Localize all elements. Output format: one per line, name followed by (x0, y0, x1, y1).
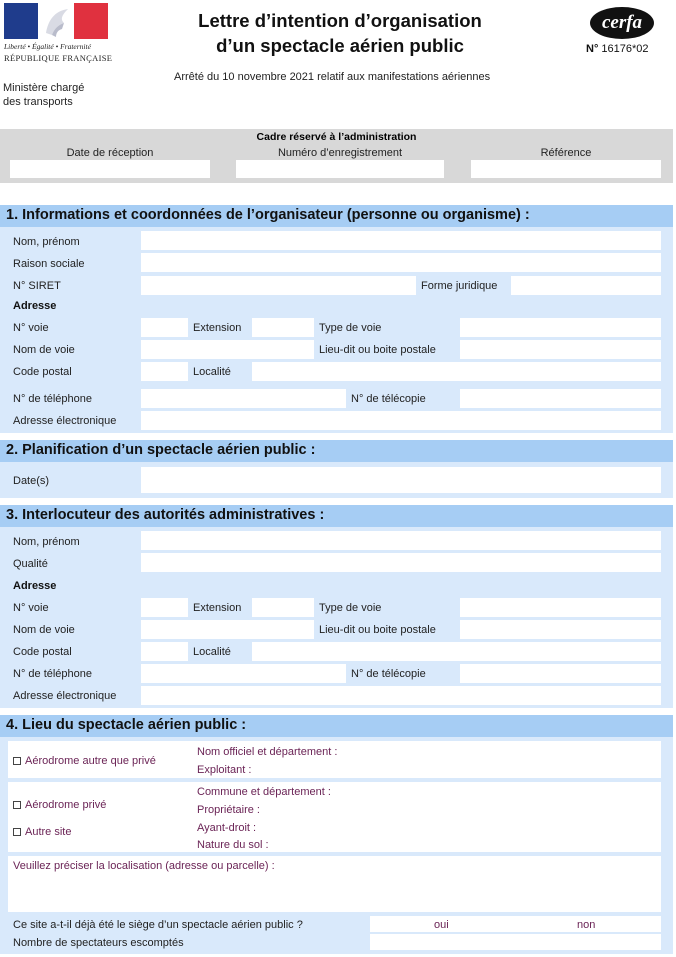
s1-email-field[interactable] (141, 411, 661, 430)
s3-voie-label: N° voie (13, 602, 49, 614)
cerfa-number (586, 43, 649, 55)
admin-reference-label: Référence (540, 147, 592, 159)
s3-extension-field[interactable] (252, 598, 314, 617)
s1-code-postal-field[interactable] (141, 362, 188, 381)
s3-code-postal-field[interactable] (141, 642, 188, 661)
s4-private-site-block (8, 782, 661, 852)
admin-frame-title: Cadre réservé à l’administration (256, 131, 417, 143)
s3-nom-voie-field[interactable] (141, 620, 314, 639)
s1-telecopie-field[interactable] (460, 389, 661, 408)
s4-deja-siege-label: Ce site a-t-il déjà été le siège d’un spectacle aérien public ? (13, 919, 303, 931)
s4-aerodrome-autre-label: Aérodrome autre que privé (25, 755, 156, 767)
section3-heading: 3. Interlocuteur des autorités administratives : (0, 505, 673, 527)
s3-email-field[interactable] (141, 686, 661, 705)
s1-localite-label: Localité (193, 366, 231, 378)
s1-forme-juridique-field[interactable] (511, 276, 661, 295)
s1-email-label: Adresse électronique (13, 415, 117, 427)
s1-type-voie-label: Type de voie (319, 322, 382, 334)
s4-autre-site-label: Autre site (25, 826, 72, 838)
s3-voie-field[interactable] (141, 598, 188, 617)
s1-siret-label: N° SIRET (13, 280, 61, 292)
s1-telecopie-label: N° de télécopie (351, 393, 426, 405)
flag-blue-band (4, 3, 38, 39)
republique-francaise: RÉPUBLIQUE FRANÇAISE (4, 53, 113, 63)
flag-red-band (74, 3, 108, 39)
s3-adresse-heading: Adresse (13, 580, 57, 592)
s3-telecopie-label: N° de télécopie (351, 668, 426, 680)
s3-extension-label: Extension (193, 602, 242, 614)
admin-reference-field[interactable] (471, 160, 661, 178)
s2-dates-label: Date(s) (13, 475, 50, 487)
s4-spectateurs-field[interactable] (370, 934, 661, 950)
s1-adresse-heading: Adresse (13, 300, 57, 312)
admin-registration-number-label: Numéro d’enregistrement (277, 147, 403, 159)
s3-localite-field[interactable] (252, 642, 661, 661)
admin-registration-number-field[interactable] (236, 160, 444, 178)
s1-telephone-label: N° de téléphone (13, 393, 93, 405)
s1-lieu-dit-label: Lieu-dit ou boite postale (319, 344, 436, 356)
s4-aerodrome-autre-option[interactable] (13, 754, 156, 768)
page-title-line2: d’un spectacle aérien public (216, 35, 464, 56)
s3-telephone-field[interactable] (141, 664, 346, 683)
cerfa-logo: cerfa (590, 7, 654, 39)
s4-exploitant-label: Exploitant : (197, 764, 252, 776)
s4-nature-sol-label: Nature du sol : (197, 839, 269, 851)
s1-lieu-dit-field[interactable] (460, 340, 661, 359)
admin-reception-date-field[interactable] (10, 160, 210, 178)
s1-telephone-field[interactable] (141, 389, 346, 408)
s3-localite-label: Localité (193, 646, 231, 658)
s3-email-label: Adresse électronique (13, 690, 117, 702)
s3-telecopie-field[interactable] (460, 664, 661, 683)
s4-oui-option[interactable]: oui (434, 919, 449, 931)
cerfa-number-prefix: N° (586, 43, 599, 55)
s3-nom-prenom-label: Nom, prénom (13, 536, 80, 548)
s4-aerodrome-prive-checkbox[interactable] (13, 801, 21, 809)
s3-qualite-field[interactable] (141, 553, 661, 572)
section1-heading: 1. Informations et coordonnées de l’organisateur (personne ou organisme) : (0, 205, 673, 227)
decree-reference: Arrêté du 10 novembre 2021 relatif aux manifestations aériennes (174, 71, 491, 83)
s4-ayant-droit-label: Ayant-droit : (197, 822, 257, 834)
s1-forme-juridique-label: Forme juridique (421, 280, 498, 292)
s4-aerodrome-autre-checkbox[interactable] (13, 757, 21, 765)
s4-deja-siege-field (370, 916, 661, 932)
s4-aerodrome-prive-option[interactable] (13, 798, 106, 812)
s4-autre-site-checkbox[interactable] (13, 828, 21, 836)
s4-proprietaire-label: Propriétaire : (197, 804, 260, 816)
s1-type-voie-field[interactable] (460, 318, 661, 337)
s3-type-voie-field[interactable] (460, 598, 661, 617)
s4-localisation-label: Veuillez préciser la localisation (adresse ou parcelle) : (13, 860, 275, 872)
s3-nom-prenom-field[interactable] (141, 531, 661, 550)
s3-lieu-dit-field[interactable] (460, 620, 661, 639)
ministry-name-line2: des transports (3, 96, 73, 108)
s3-qualite-label: Qualité (13, 558, 48, 570)
s1-extension-label: Extension (193, 322, 242, 334)
s1-localite-field[interactable] (252, 362, 661, 381)
s1-nom-voie-label: Nom de voie (13, 344, 75, 356)
s3-telephone-label: N° de téléphone (13, 668, 93, 680)
cerfa-number-value: 16176*02 (601, 43, 649, 55)
s1-voie-field[interactable] (141, 318, 188, 337)
s4-commune-label: Commune et département : (197, 786, 331, 798)
s1-voie-label: N° voie (13, 322, 49, 334)
ministry-name-line1: Ministère chargé (3, 82, 85, 94)
s3-code-postal-label: Code postal (13, 646, 72, 658)
s4-non-option[interactable]: non (577, 919, 596, 931)
s4-nom-officiel-label: Nom officiel et département : (197, 746, 338, 758)
republic-motto: Liberté • Égalité • Fraternité (4, 42, 91, 51)
s3-nom-voie-label: Nom de voie (13, 624, 75, 636)
s1-nom-prenom-field[interactable] (141, 231, 661, 250)
marianne-logo (4, 3, 108, 39)
section2-heading: 2. Planification d’un spectacle aérien public : (0, 440, 673, 462)
s3-type-voie-label: Type de voie (319, 602, 382, 614)
s1-nom-prenom-label: Nom, prénom (13, 236, 80, 248)
s3-lieu-dit-label: Lieu-dit ou boite postale (319, 624, 436, 636)
s1-nom-voie-field[interactable] (141, 340, 314, 359)
s4-spectateurs-label: Nombre de spectateurs escomptés (13, 937, 184, 949)
s4-autre-site-option[interactable] (13, 825, 71, 839)
section4-heading: 4. Lieu du spectacle aérien public : (0, 715, 673, 737)
page-title-line1: Lettre d’intention d’organisation (198, 10, 482, 31)
flag-white-band (38, 3, 74, 39)
s2-dates-field[interactable] (141, 467, 661, 493)
admin-reception-date-label: Date de réception (66, 147, 154, 159)
s4-aerodrome-prive-label: Aérodrome privé (25, 799, 107, 811)
s1-code-postal-label: Code postal (13, 366, 72, 378)
s1-raison-sociale-field[interactable] (141, 253, 661, 272)
s1-extension-field[interactable] (252, 318, 314, 337)
marianne-profile-icon (38, 3, 74, 39)
s1-siret-field[interactable] (141, 276, 416, 295)
s1-raison-sociale-label: Raison sociale (13, 258, 85, 270)
